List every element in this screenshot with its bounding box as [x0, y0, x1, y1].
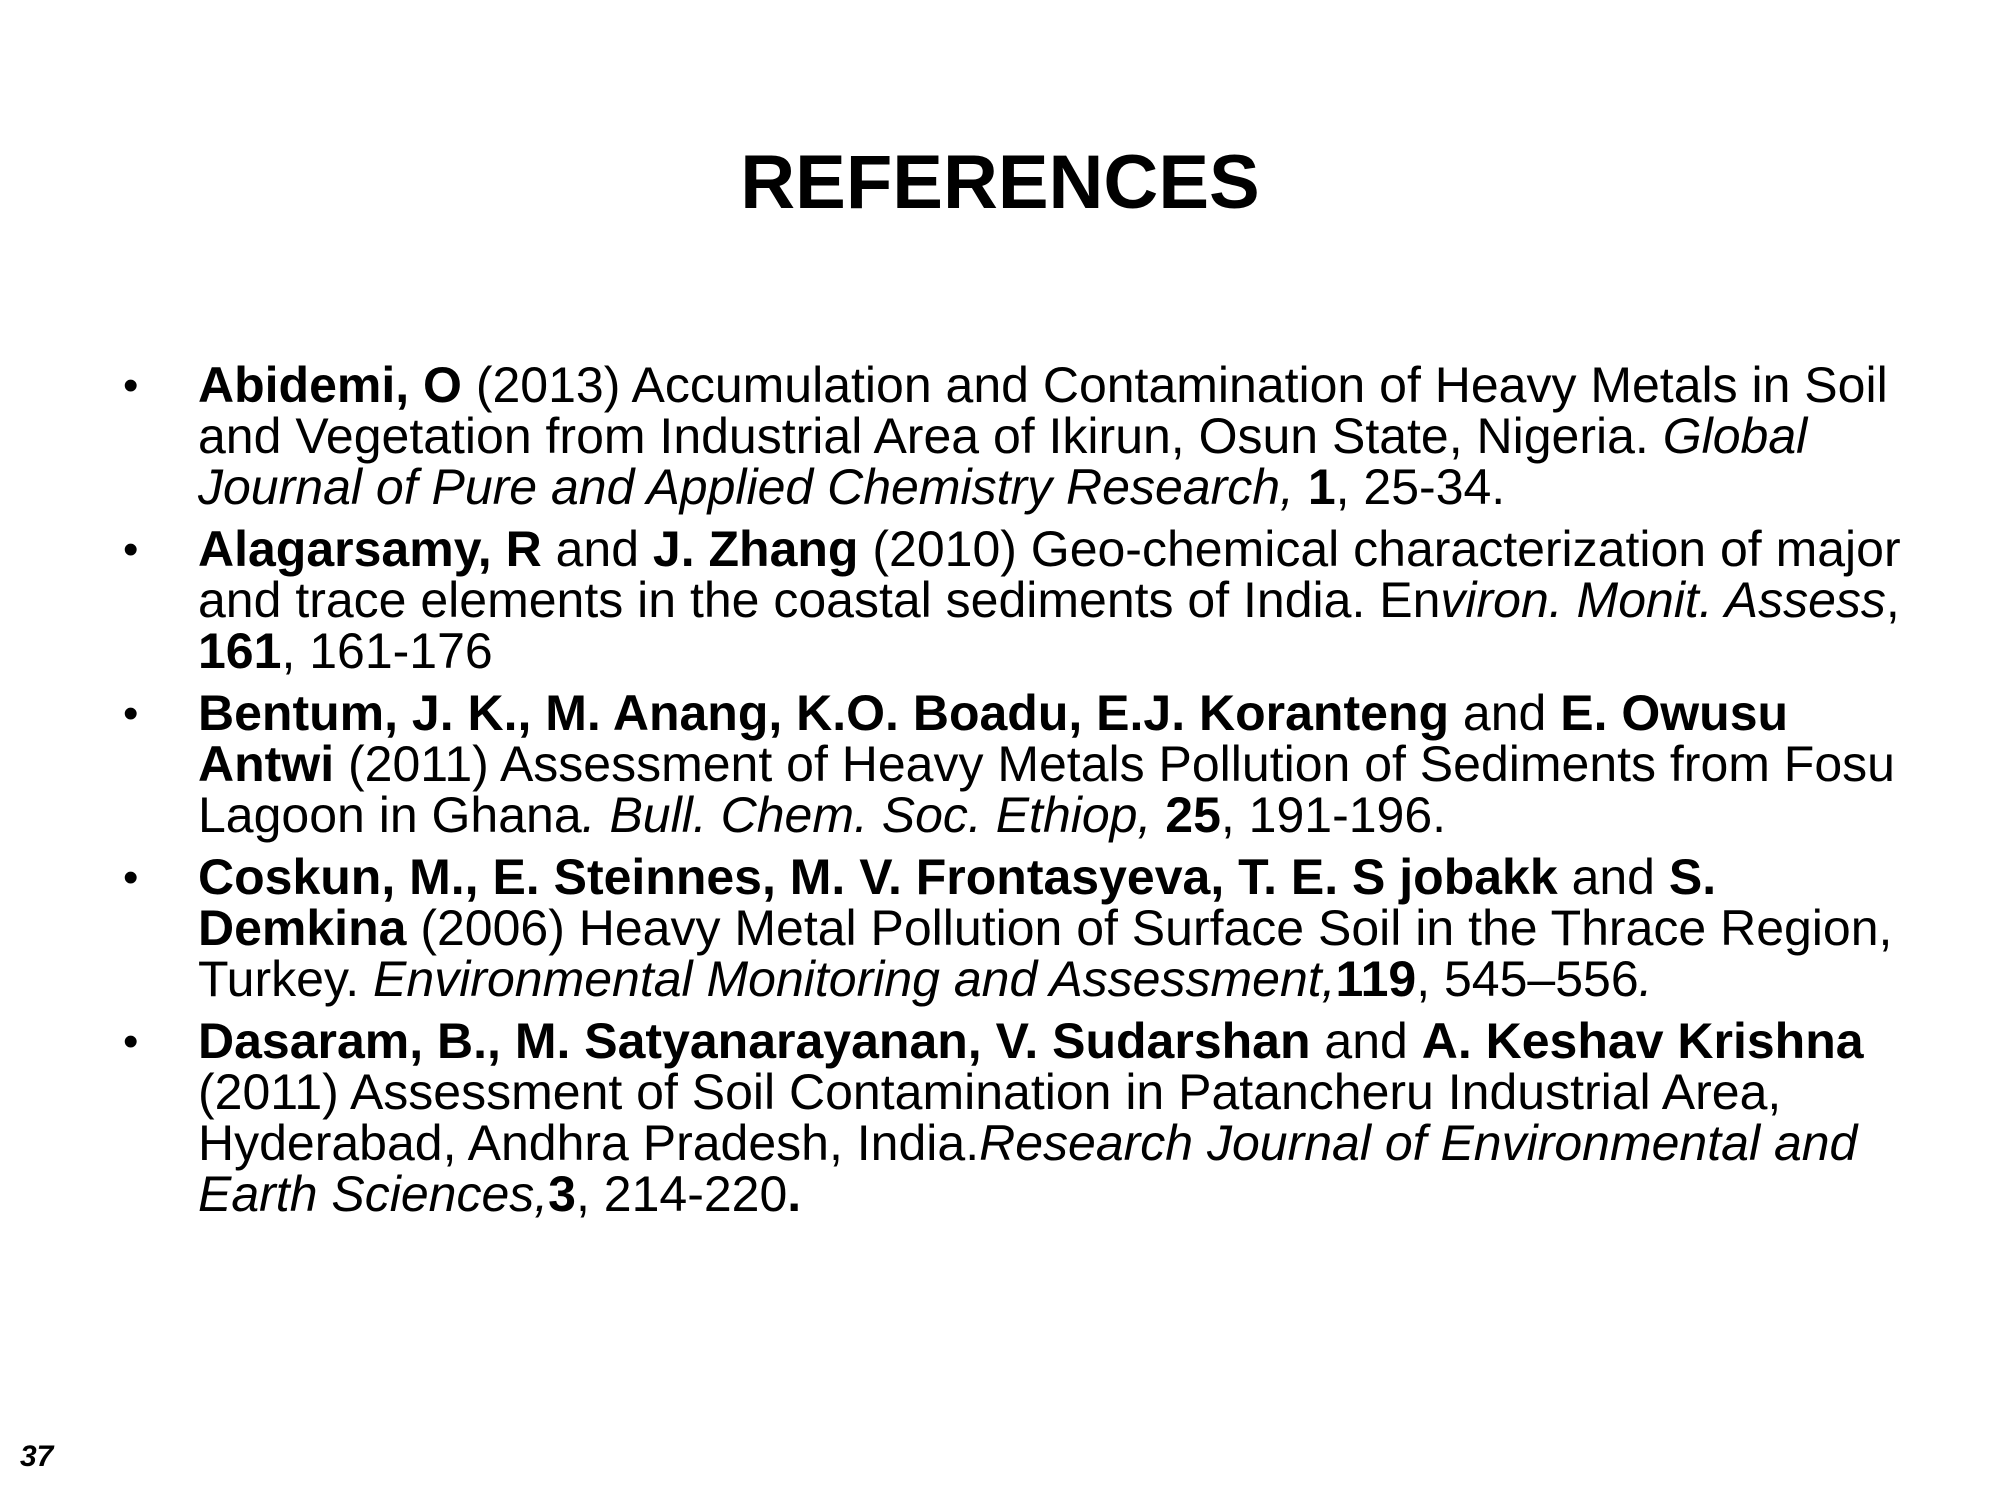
reference-journal: . Bull. Chem. Soc. Ethiop,	[581, 787, 1166, 843]
reference-item	[123, 1013, 1913, 1222]
page-title: REFERENCES	[740, 140, 1260, 225]
reference-text: (2011) Assessment of Heavy Metals Pollution of Sediments from Fosu Lagoon in Ghana	[198, 736, 1895, 843]
reference-authors: Abidemi, O	[198, 357, 462, 413]
reference-authors: Alagarsamy, R	[198, 521, 542, 577]
reference-pages: , 545–556	[1416, 951, 1639, 1007]
reference-volume: 119	[1335, 951, 1417, 1007]
reference-list	[123, 357, 1913, 1231]
reference-authors: Bentum, J. K., M. Anang, K.O. Boadu, E.J. Koranteng	[198, 685, 1450, 741]
reference-volume: 25	[1165, 787, 1221, 843]
reference-pages: , 25-34.	[1335, 459, 1506, 515]
reference-text: (2011) Assessment of Soil Contamination in Patancheru Industrial Area, Hyderabad, Andhra Pradesh, India.	[198, 1064, 1782, 1171]
reference-connector: and	[1557, 849, 1669, 905]
reference-item	[123, 357, 1913, 515]
reference-authors: S. Demkina	[198, 849, 1717, 956]
reference-end-mark: .	[1638, 951, 1653, 1007]
bullet-icon: •	[123, 853, 139, 902]
reference-separator: ,	[1885, 572, 1900, 628]
reference-journal: viron. Monit. Assess	[1440, 572, 1886, 628]
bullet-icon: •	[123, 1017, 139, 1066]
reference-volume: 161	[198, 623, 282, 679]
reference-item	[123, 685, 1913, 843]
reference-text: (2010) Geo-chemical characterization of major and trace elements in the coastal sediments of India. En	[198, 521, 1901, 628]
reference-item	[123, 849, 1913, 1007]
reference-connector: and	[1310, 1013, 1422, 1069]
page-number: 37	[20, 1440, 54, 1473]
reference-journal: Environmental Monitoring and Assessment,	[373, 951, 1336, 1007]
reference-text: (2006) Heavy Metal Pollution of Surface Soil in the Thrace Region, Turkey.	[198, 900, 1893, 1007]
reference-pages: , 161-176	[281, 623, 493, 679]
reference-end-mark: .	[787, 1166, 802, 1222]
bullet-icon: •	[123, 361, 139, 410]
reference-volume: 1	[1307, 459, 1336, 515]
reference-connector: and	[541, 521, 653, 577]
reference-authors: Dasaram, B., M. Satyanarayanan, V. Sudarshan	[198, 1013, 1311, 1069]
reference-text: (2013) Accumulation and Contamination of Heavy Metals in Soil and Vegetation from Industrial Area of Ikirun, Osun State, Nigeria.	[198, 357, 1888, 464]
reference-pages: , 214-220	[575, 1166, 788, 1222]
bullet-icon: •	[123, 689, 139, 738]
reference-item	[123, 521, 1913, 679]
reference-connector: and	[1449, 685, 1561, 741]
reference-volume: 3	[548, 1166, 576, 1222]
reference-journal: Global Journal of Pure and Applied Chemistry Research,	[198, 408, 1808, 515]
reference-authors: Coskun, M., E. Steinnes, M. V. Frontasyeva, T. E. S jobakk	[198, 849, 1558, 905]
bullet-icon: •	[123, 525, 139, 574]
reference-authors: A. Keshav Krishna	[1421, 1013, 1864, 1069]
reference-authors: E. Owusu Antwi	[198, 685, 1789, 792]
reference-pages: , 191-196.	[1220, 787, 1447, 843]
reference-authors: J. Zhang	[652, 521, 859, 577]
reference-journal: Research Journal of Environmental and Earth Sciences,	[198, 1115, 1858, 1222]
